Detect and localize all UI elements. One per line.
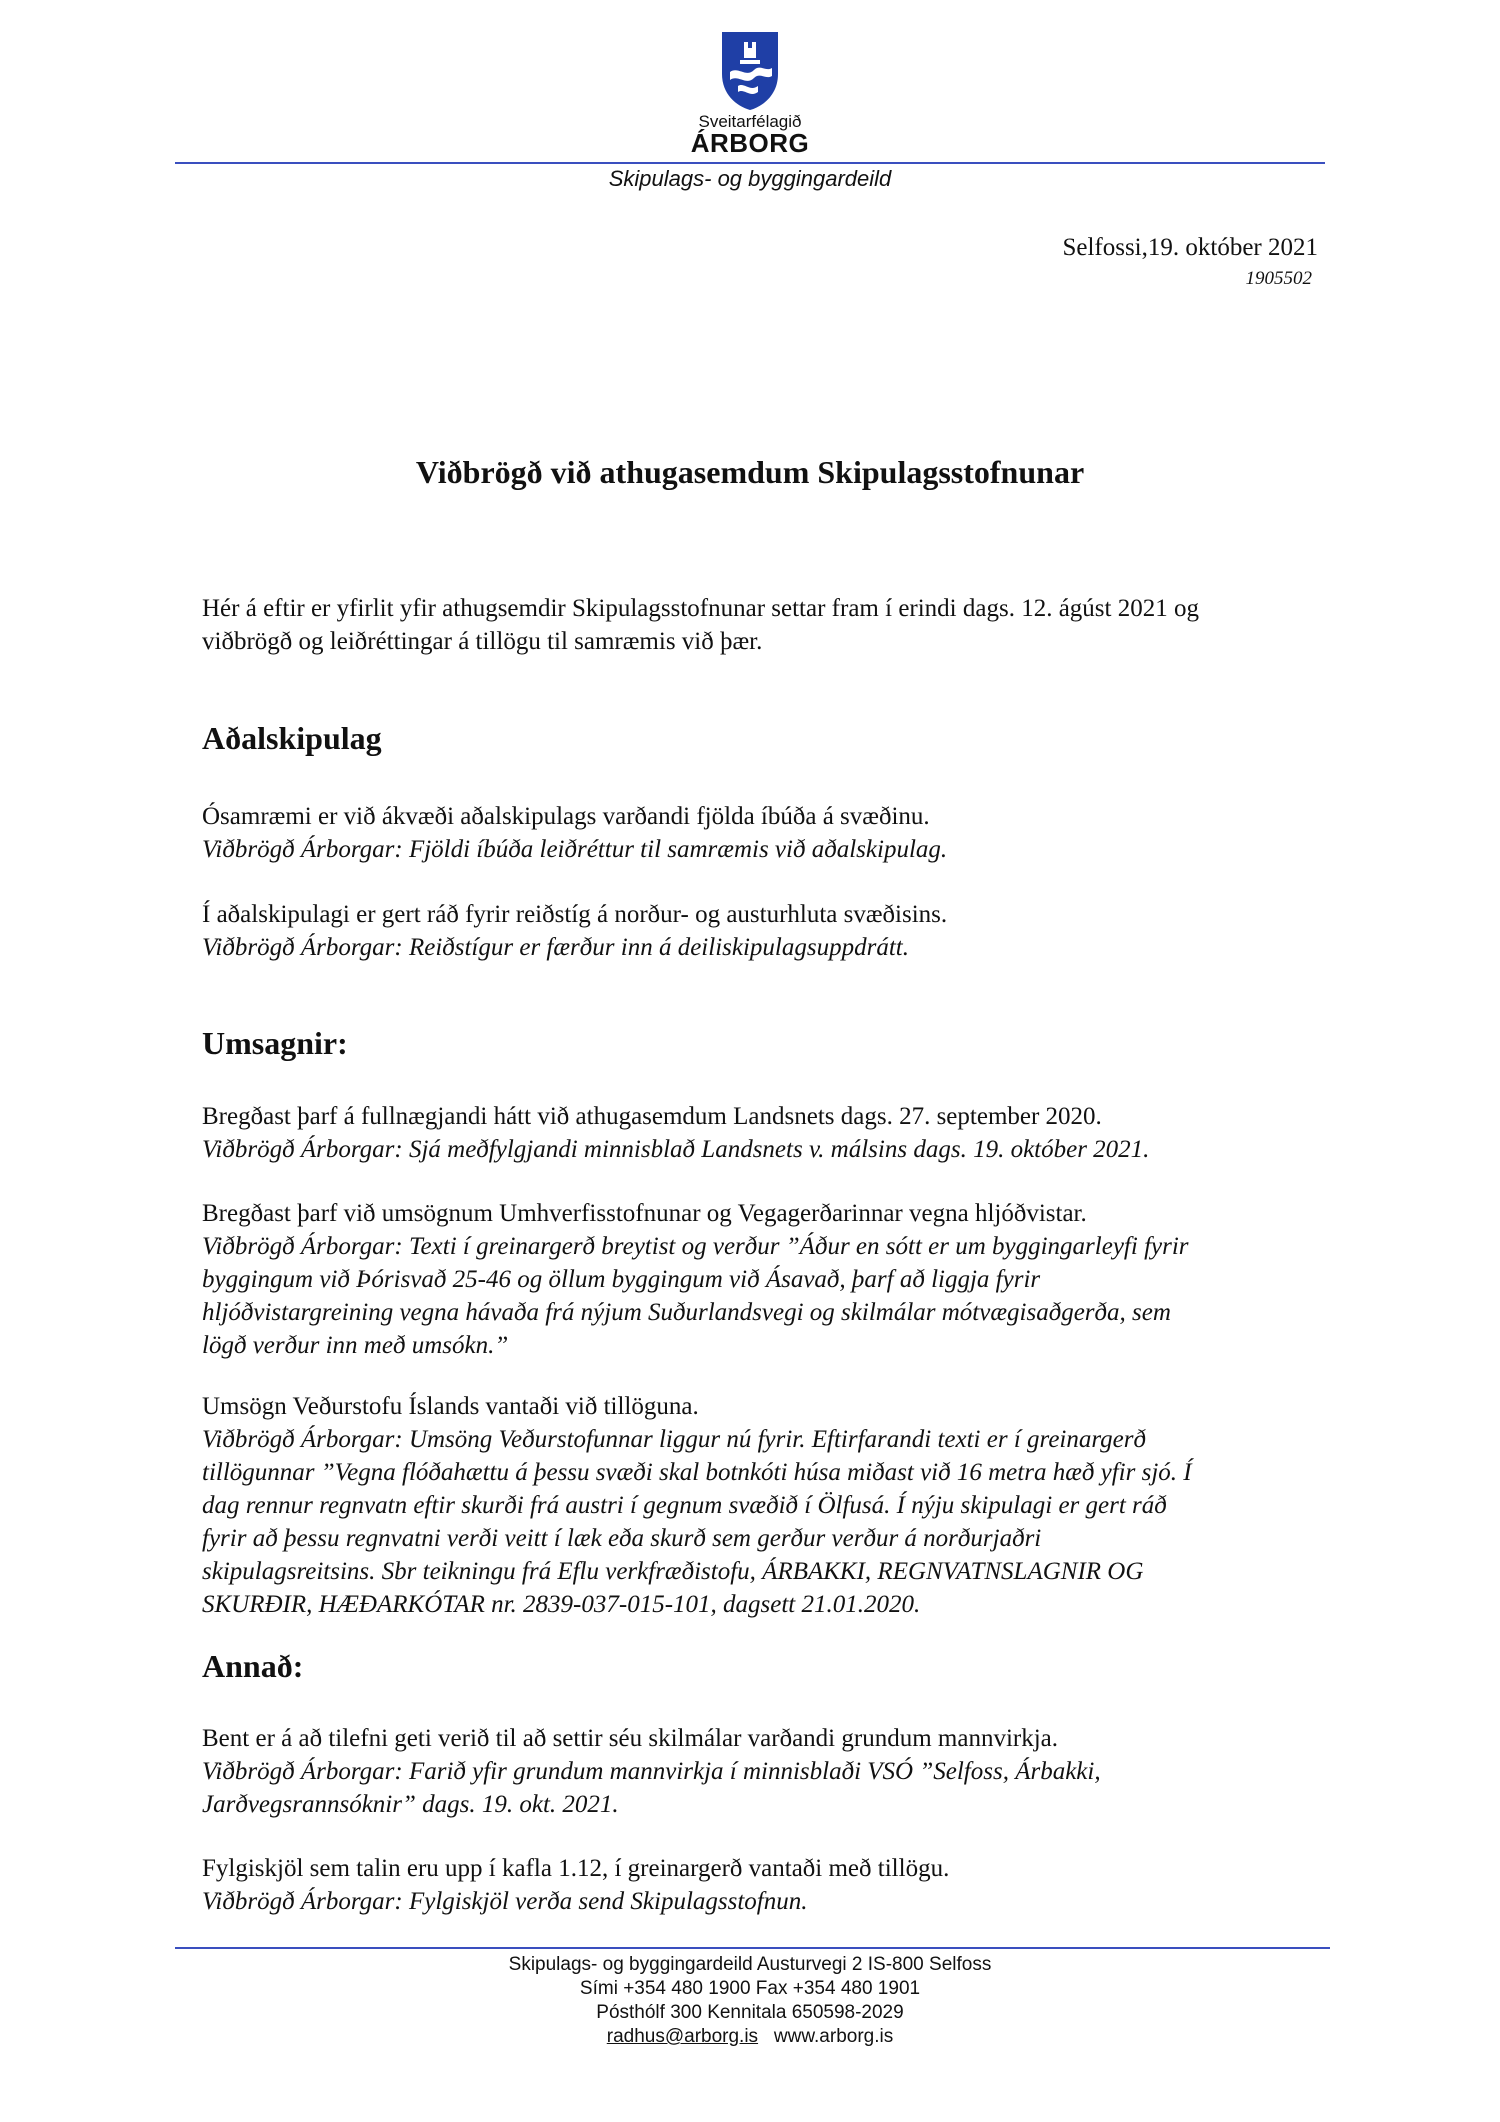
intro-paragraph	[202, 592, 1332, 658]
response-text: Viðbrögð Árborgar: Texti í greinargerð breytist og verður ”Áður en sótt er um byggingarleyfi fyrir	[202, 1233, 1189, 1260]
arborg-coat-of-arms-icon	[718, 28, 782, 112]
response-text: fyrir að þessu regnvatni verði veitt í læk eða skurð sem gerður verður á norðurjaðri	[202, 1525, 1042, 1552]
response-text: Viðbrögð Árborgar: Umsöng Veðurstofunnar liggur nú fyrir. Eftirfarandi texti er í greinargerð	[202, 1426, 1146, 1453]
footer	[0, 1953, 1500, 2049]
response-text: Viðbrögð Árborgar: Fjöldi íbúða leiðréttur til samræmis við aðalskipulag.	[202, 836, 948, 863]
comment-text: Bregðast þarf á fullnægjandi hátt við athugasemdum Landsnets dags. 27. september 2020.	[202, 1103, 1102, 1130]
org-name-line1: Sveitarfélagið	[698, 112, 802, 131]
org-name-line2: ÁRBORG	[690, 128, 810, 158]
comment-text: Bent er á að tilefni geti verið til að settir séu skilmálar varðandi grundum mannvirkja.	[202, 1725, 1059, 1752]
section-heading-annad: Annað:	[202, 1648, 304, 1684]
letter-date: Selfossi,19. október 2021	[1062, 234, 1318, 261]
comment-text: Umsögn Veðurstofu Íslands vantaði við tillöguna.	[202, 1393, 699, 1420]
comment-item	[202, 1100, 1332, 1166]
response-text: Jarðvegsrannsóknir” dags. 19. okt. 2021.	[202, 1791, 619, 1818]
intro-line: Hér á eftir er yfirlit yfir athugsemdir Skipulagsstofnunar settar fram í erindi dags. 12. ágúst 2021 og	[202, 595, 1199, 622]
department-header: Skipulags- og byggingardeild	[608, 166, 892, 191]
comment-text: Í aðalskipulagi er gert ráð fyrir reiðstíg á norður- og austurhluta svæðisins.	[202, 901, 948, 928]
comment-item	[202, 1197, 1332, 1362]
comment-text: Bregðast þarf við umsögnum Umhverfisstofnunar og Vegagerðarinnar vegna hljóðvistar.	[202, 1200, 1087, 1227]
response-text: Viðbrögð Árborgar: Fylgiskjöl verða send Skipulagsstofnun.	[202, 1888, 808, 1915]
response-text: Viðbrögð Árborgar: Reiðstígur er færður inn á deiliskipulagsuppdrátt.	[202, 934, 909, 961]
footer-phone: Sími +354 480 1900 Fax +354 480 1901	[579, 1978, 921, 1999]
footer-address: Skipulags- og byggingardeild Austurvegi 2 IS-800 Selfoss	[508, 1954, 992, 1975]
footer-contact	[0, 2025, 1500, 2049]
comment-item	[202, 1852, 1332, 1918]
comment-text: Fylgiskjöl sem talin eru upp í kafla 1.12, í greinargerð vantaði með tillögu.	[202, 1855, 950, 1882]
case-reference: 1905502	[1245, 268, 1312, 289]
footer-divider	[175, 1947, 1330, 1949]
response-text: lögð verður inn með umsókn.”	[202, 1332, 509, 1359]
comment-item	[202, 898, 1332, 964]
response-text: Viðbrögð Árborgar: Farið yfir grundum mannvirkja í minnisblaði VSÓ ”Selfoss, Árbakki,	[202, 1758, 1101, 1785]
intro-line: viðbrögð og leiðréttingar á tillögu til samræmis við þær.	[202, 628, 763, 655]
footer-email-link[interactable]: radhus@arborg.is	[606, 2026, 759, 2047]
section-heading-adalskipulag: Aðalskipulag	[202, 720, 382, 756]
response-text: hljóðvistargreining vegna hávaða frá nýjum Suðurlandsvegi og skilmálar mótvægisaðgerða, sem	[202, 1299, 1171, 1326]
section-heading-umsagnir: Umsagnir:	[202, 1025, 348, 1061]
document-title: Viðbrögð við athugasemdum Skipulagsstofnunar	[415, 454, 1085, 490]
response-text: Viðbrögð Árborgar: Sjá meðfylgjandi minnisblað Landsnets v. málsins dags. 19. október 2021.	[202, 1136, 1150, 1163]
comment-item	[202, 1722, 1332, 1821]
response-text: dag rennur regnvatn eftir skurði frá austri í gegnum svæðið í Ölfusá. Í nýju skipulagi er gert ráð	[202, 1492, 1167, 1519]
comment-item	[202, 800, 1332, 866]
response-text: tillögunnar ”Vegna flóðahættu á þessu svæði skal botnkóti húsa miðast við 16 metra hæð yfir sjó. Í	[202, 1459, 1192, 1486]
comment-item	[202, 1390, 1332, 1621]
response-text: skipulagsreitsins. Sbr teikningu frá Eflu verkfræðistofu, ÁRBAKKI, REGNVATNSLAGNIR OG	[202, 1558, 1144, 1585]
comment-text: Ósamræmi er við ákvæði aðalskipulags varðandi fjölda íbúða á svæðinu.	[202, 803, 930, 830]
response-text: SKURÐIR, HÆÐARKÓTAR nr. 2839-037-015-101, dagsett 21.01.2020.	[202, 1591, 921, 1618]
header-divider	[175, 162, 1325, 164]
response-text: byggingum við Þórisvað 25-46 og öllum byggingum við Ásavað, þarf að liggja fyrir	[202, 1266, 1041, 1293]
footer-postbox: Pósthólf 300 Kennitala 650598-2029	[596, 2002, 904, 2023]
footer-website-link[interactable]: www.arborg.is	[773, 2026, 894, 2047]
